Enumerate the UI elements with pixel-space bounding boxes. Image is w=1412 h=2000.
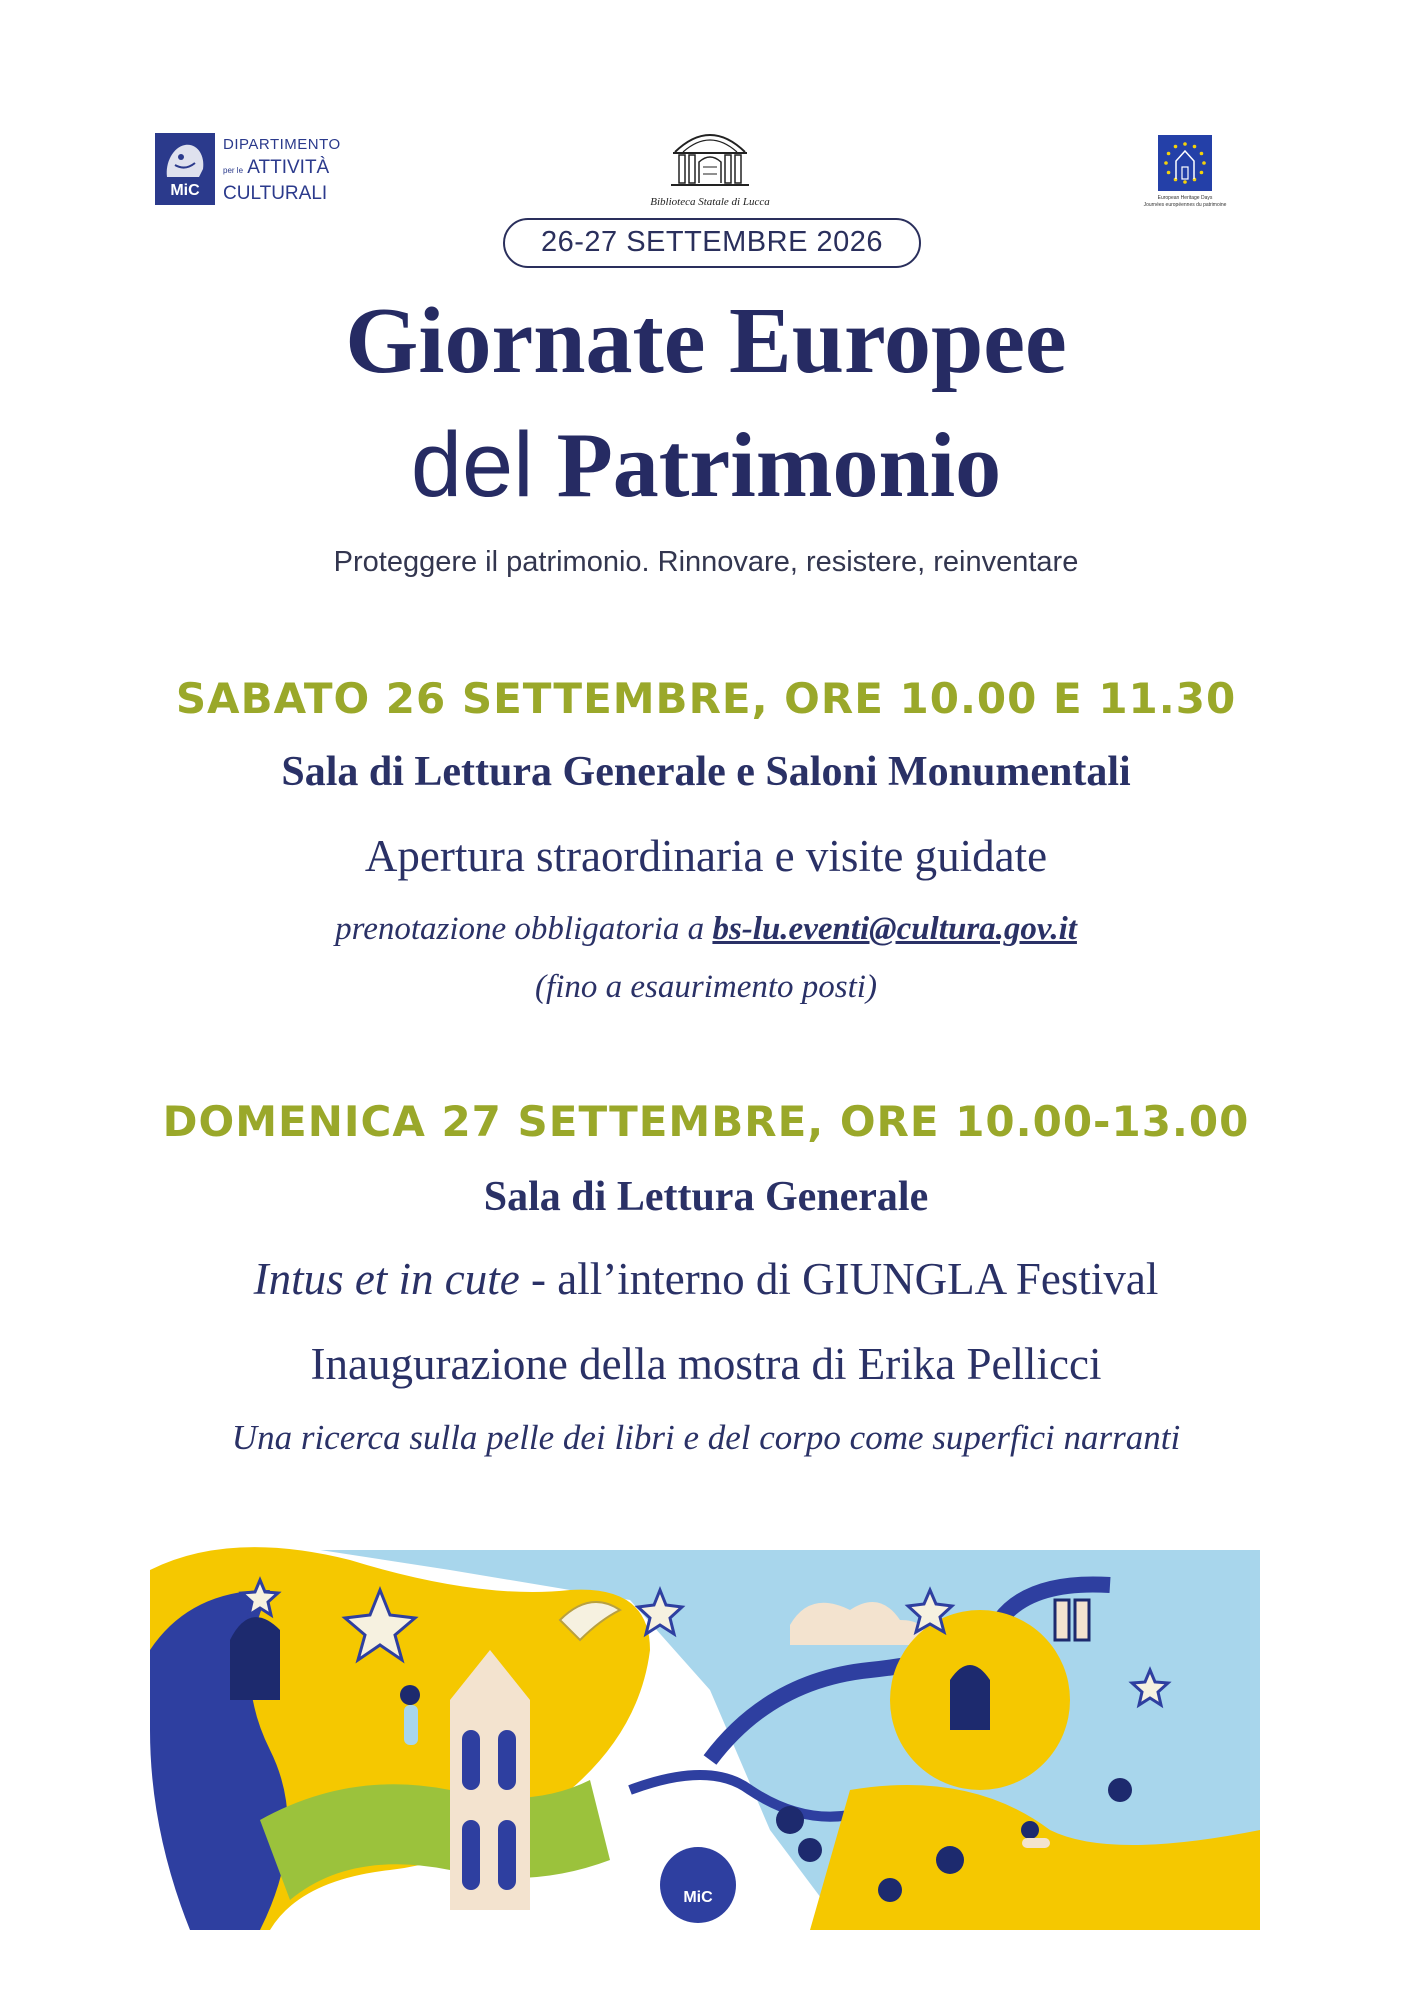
saturday-venue: Sala di Lettura Generale e Saloni Monumentali: [281, 749, 1131, 795]
eu-star-icon: [1174, 145, 1178, 149]
mic-emblem-icon: [155, 133, 215, 183]
round-window-shape: [950, 1665, 990, 1730]
arched-door-shape: [230, 1617, 280, 1700]
library-logo: [640, 122, 780, 212]
sunday-inauguration: Inaugurazione della mostra di Erika Pellicci: [310, 1339, 1102, 1389]
sunday-venue: Sala di Lettura Generale: [483, 1174, 929, 1220]
mic-line-attivita: ATTIVITÀ: [247, 157, 330, 178]
cathedral-window: [498, 1730, 516, 1790]
page-subtitle: Proteggere il patrimonio. Rinnovare, resistere, reinventare: [333, 546, 1079, 578]
eu-star-icon: [1183, 180, 1187, 184]
person-figure: [404, 1705, 418, 1745]
eu-star-icon: [1193, 145, 1197, 149]
mic-badge: [155, 133, 215, 205]
column-shape: [1055, 1600, 1069, 1640]
eu-star-icon: [1167, 171, 1171, 175]
column-shape: [1075, 1600, 1089, 1640]
saturday-booking: [0, 907, 1412, 951]
mic-line-culturali: CULTURALI: [223, 183, 328, 204]
saturday-heading: SABATO 26 SETTEMBRE, ORE 10.00 E 11.30: [175, 674, 1237, 723]
eu-star-icon: [1164, 161, 1168, 165]
eu-star-icon: [1183, 142, 1187, 146]
library-logo-caption: Biblioteca Statale di Lucca: [650, 196, 770, 208]
event-dates-pill: 26-27 SETTEMBRE 2026: [503, 218, 921, 268]
eu-star-icon: [1200, 152, 1204, 156]
heritage-illustration: [150, 1530, 1270, 1930]
mic-line-perle: per le: [223, 166, 244, 175]
mic-department-logo: [155, 133, 365, 205]
sunday-heading: DOMENICA 27 SETTEMBRE, ORE 10.00-13.00: [162, 1097, 1250, 1146]
cathedral-window: [462, 1820, 480, 1890]
booking-prefix: prenotazione obbligatoria a: [335, 911, 713, 947]
mic-badge-illustration-text: MiC: [683, 1889, 713, 1906]
eu-star-icon: [1200, 171, 1204, 175]
person-figure: [400, 1685, 420, 1705]
mic-badge-illustration: [660, 1847, 736, 1923]
eu-star-icon: [1202, 161, 1206, 165]
ehd-caption-en: European Heritage Days: [1157, 195, 1213, 201]
eu-star-icon: [1167, 152, 1171, 156]
green-path-shape: [260, 1780, 610, 1900]
person-figure: [1021, 1821, 1039, 1839]
title-del: del: [410, 414, 534, 516]
library-building-icon: [665, 122, 755, 192]
page-title-line2: [0, 410, 1412, 520]
cathedral-window: [498, 1820, 516, 1890]
sunday-exhibit-line: [0, 1250, 1412, 1308]
cathedral-window: [462, 1730, 480, 1790]
saturday-description: Apertura straordinaria e visite guidate: [364, 831, 1048, 881]
mic-badge-text: MiC: [170, 182, 200, 199]
title-patrimonio: Patrimonio: [556, 414, 1002, 516]
european-heritage-days-logo: [1140, 135, 1230, 225]
ehd-caption-fr: Journées européennes du patrimoine: [1143, 202, 1227, 208]
mic-line-dipartimento: DIPARTIMENTO: [223, 136, 341, 153]
exhibit-suffix: - all’interno di GIUNGLA Festival: [519, 1254, 1159, 1304]
saturday-note: (fino a esaurimento posti): [535, 969, 877, 1005]
page-title-line1: Giornate Europee: [345, 289, 1067, 393]
person-figure: [1022, 1838, 1050, 1848]
exhibit-title: Intus et in cute: [253, 1254, 520, 1304]
sunday-tagline: Una ricerca sulla pelle dei libri e del corpo come superfici narranti: [231, 1418, 1181, 1457]
eu-flag-icon: [1158, 135, 1212, 191]
booking-email-link[interactable]: bs-lu.eventi@cultura.gov.it: [712, 911, 1077, 947]
